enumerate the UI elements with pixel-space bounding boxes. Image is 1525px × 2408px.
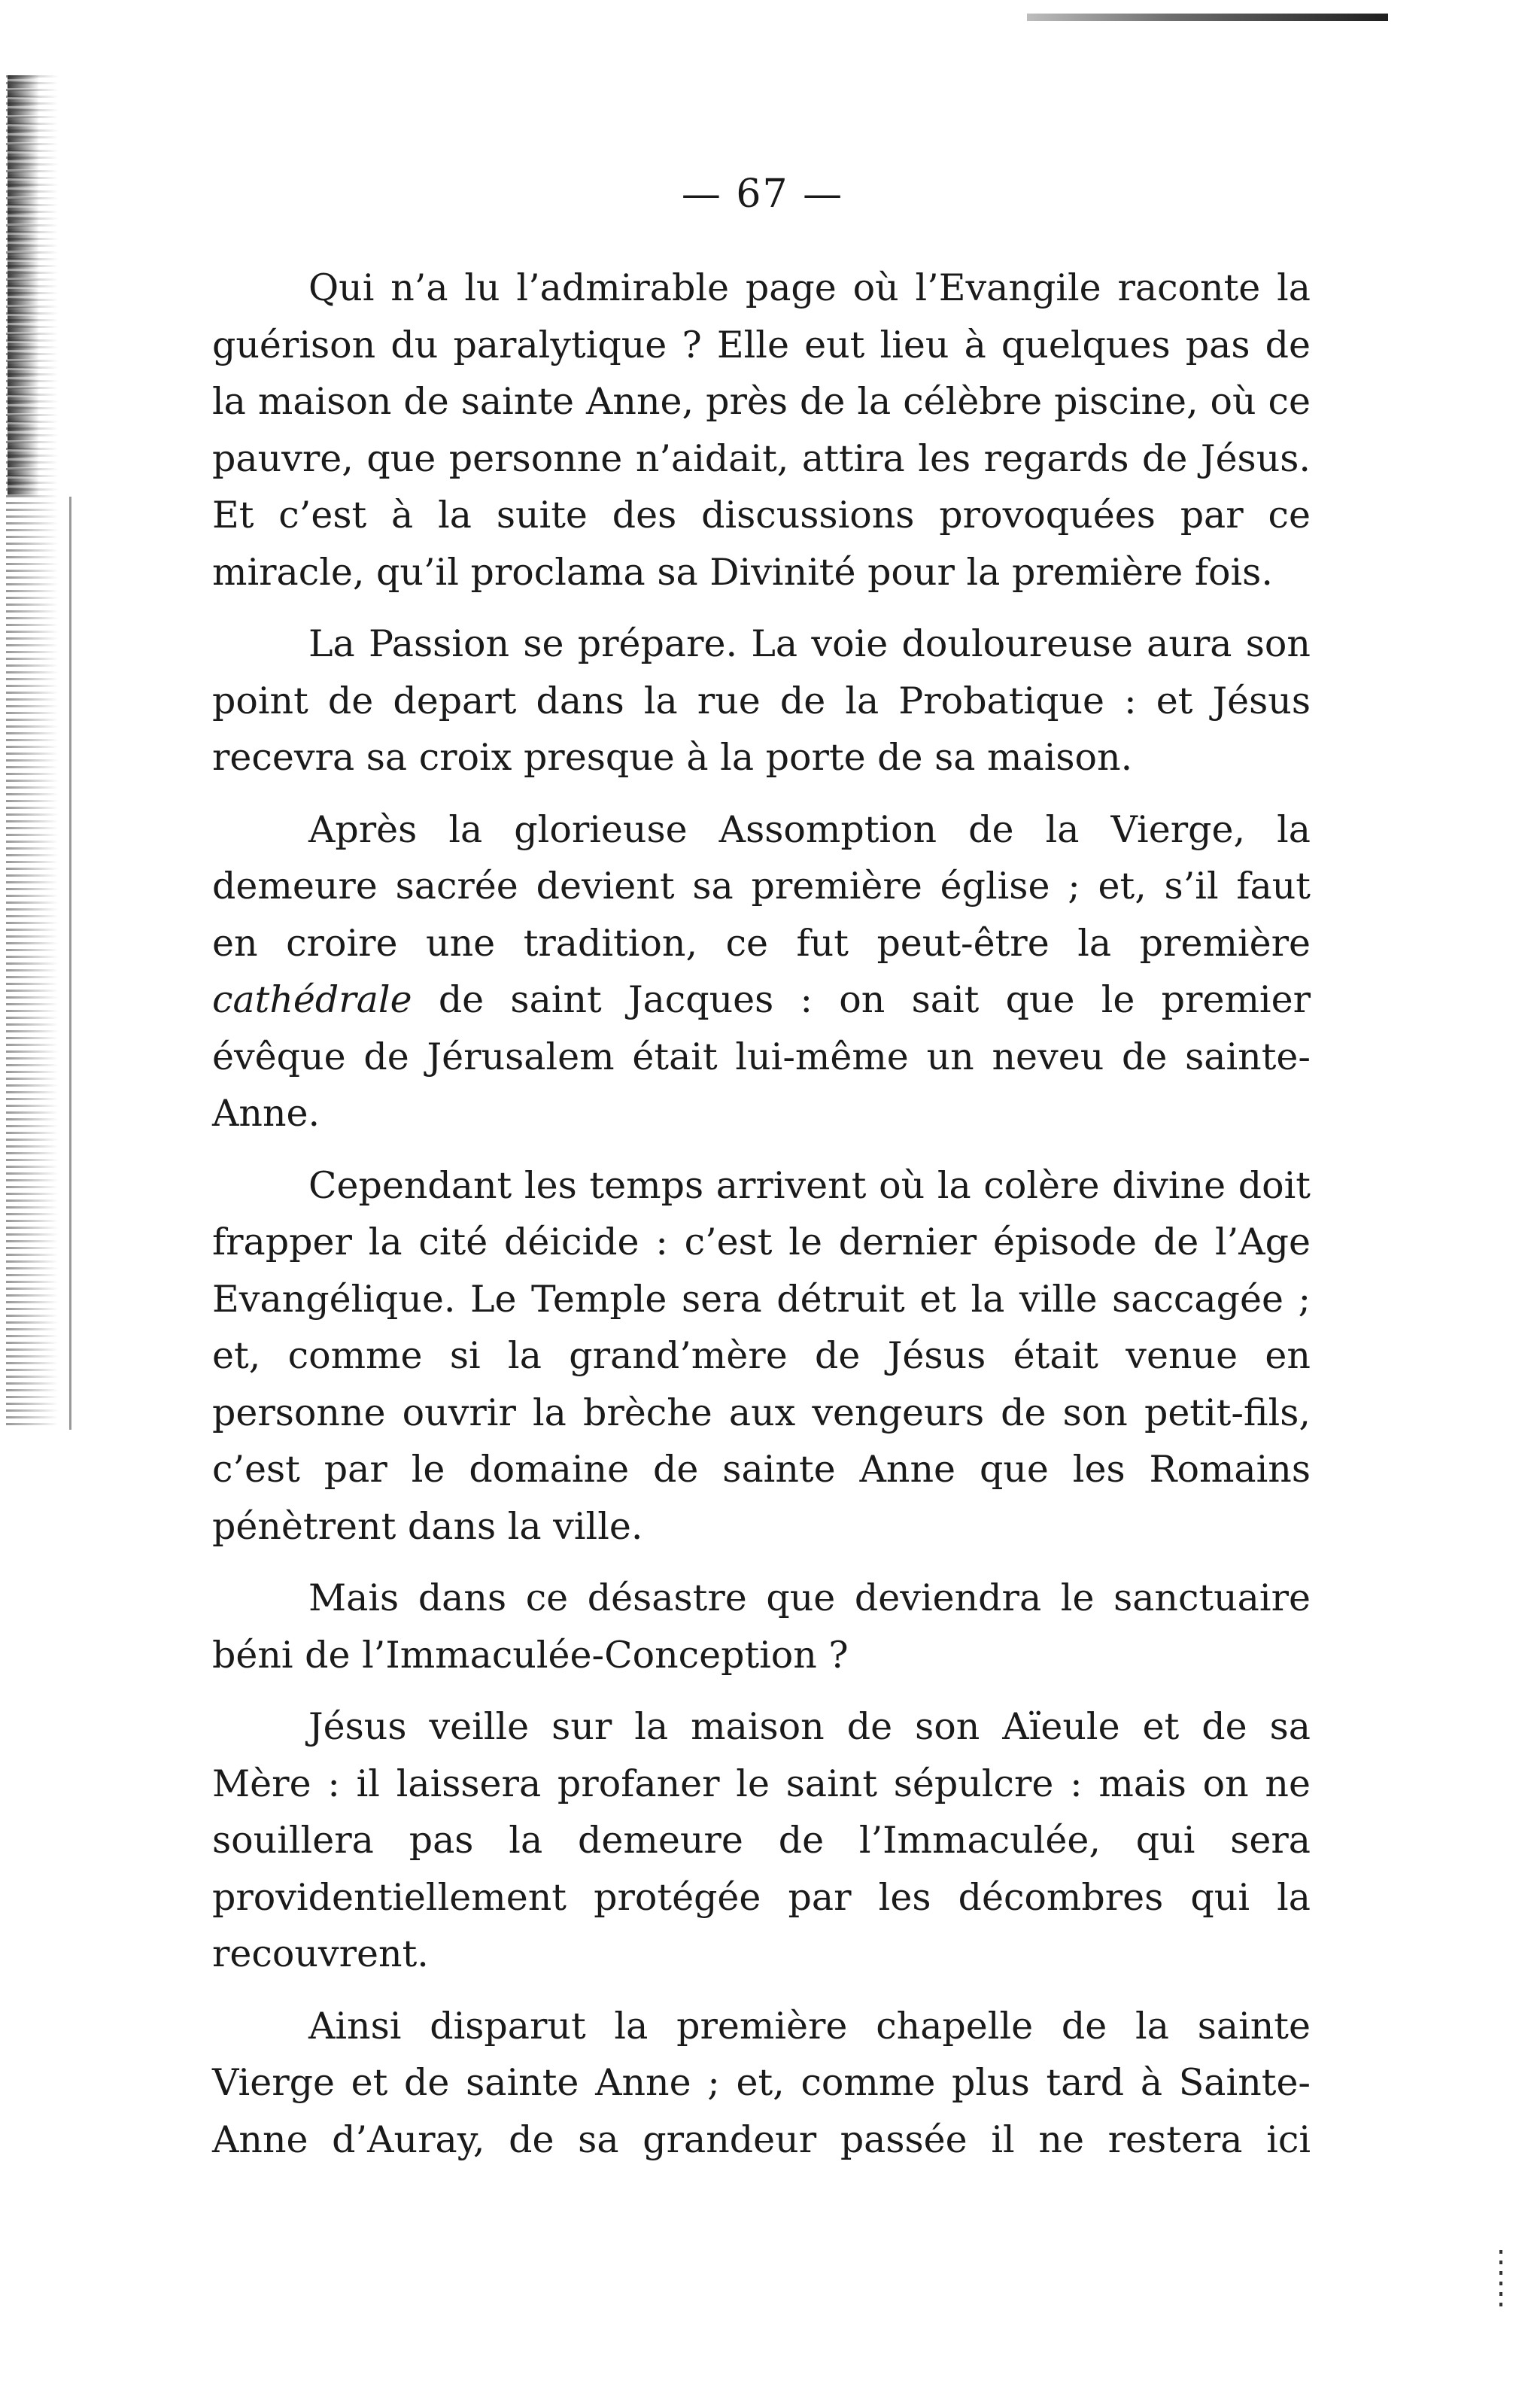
paragraph-5: Mais dans ce désastre que deviendra le sanctuaire béni de l’Immaculée-Conception ? xyxy=(212,1576,1311,1677)
paragraph-4: Cependant les temps arrivent où la colère divine doit frapper la cité déicide : c’est le dernier épisode de l’Age Evangélique. Le Temple sera détruit et la ville saccagée ; et, comme si la grand’mère de Jésus était venue en personne ouvrir la brèche aux vengeurs de son petit-fils, c’est par le domaine de sainte Anne que les Romains pénètrent dans la ville. xyxy=(212,1163,1311,1548)
paragraph-6: Jésus veille sur la maison de son Aïeule et de sa Mère : il laissera profaner le saint sépulcre : mais on ne souillera pas la demeure de l’Immaculée, qui sera providentiellement protégée par les décombres qui la recouvrent. xyxy=(212,1705,1311,1975)
paragraph-3 xyxy=(212,801,1311,1142)
italic-word: cathédrale xyxy=(212,978,412,1021)
scan-specks xyxy=(1499,2250,1502,2310)
paragraph-1: Qui n’a lu l’admirable page où l’Evangile raconte la guérison du paralytique ? Elle eut lieu à quelques pas de la maison de sainte Anne, près de la célèbre piscine, où ce pauvre, que personne n’aidait, attira les regards de Jésus. Et c’est à la suite des discussions provoquées par ce miracle, qu’il proclama sa Divinité pour la première fois. xyxy=(212,266,1311,594)
page-number: — 67 — xyxy=(681,172,844,217)
scan-binding-edge xyxy=(8,75,39,497)
scan-edge-rule xyxy=(1027,14,1388,21)
paragraph-7: Ainsi disparut la première chapelle de la sainte Vierge et de sainte Anne ; et, comme plus tard à Sainte-Anne d’Auray, de sa grandeur passée il ne restera ici xyxy=(212,2004,1311,2161)
paragraph-3-after: de saint Jacques : on sait que le premier évêque de Jérusalem était lui-même un neveu de sainte-Anne. xyxy=(212,978,1311,1135)
scan-margin-line xyxy=(69,497,71,1430)
paragraph-3-before: Après la glorieuse Assomption de la Vierge, la demeure sacrée devient sa première église ; et, s’il faut en croire une tradition, ce fut peut-être la première xyxy=(212,807,1311,965)
paragraph-2: La Passion se prépare. La voie douloureuse aura son point de depart dans la rue de la Probatique : et Jésus recevra sa croix presque à la porte de sa maison. xyxy=(212,622,1311,779)
body-text xyxy=(212,260,1311,2183)
